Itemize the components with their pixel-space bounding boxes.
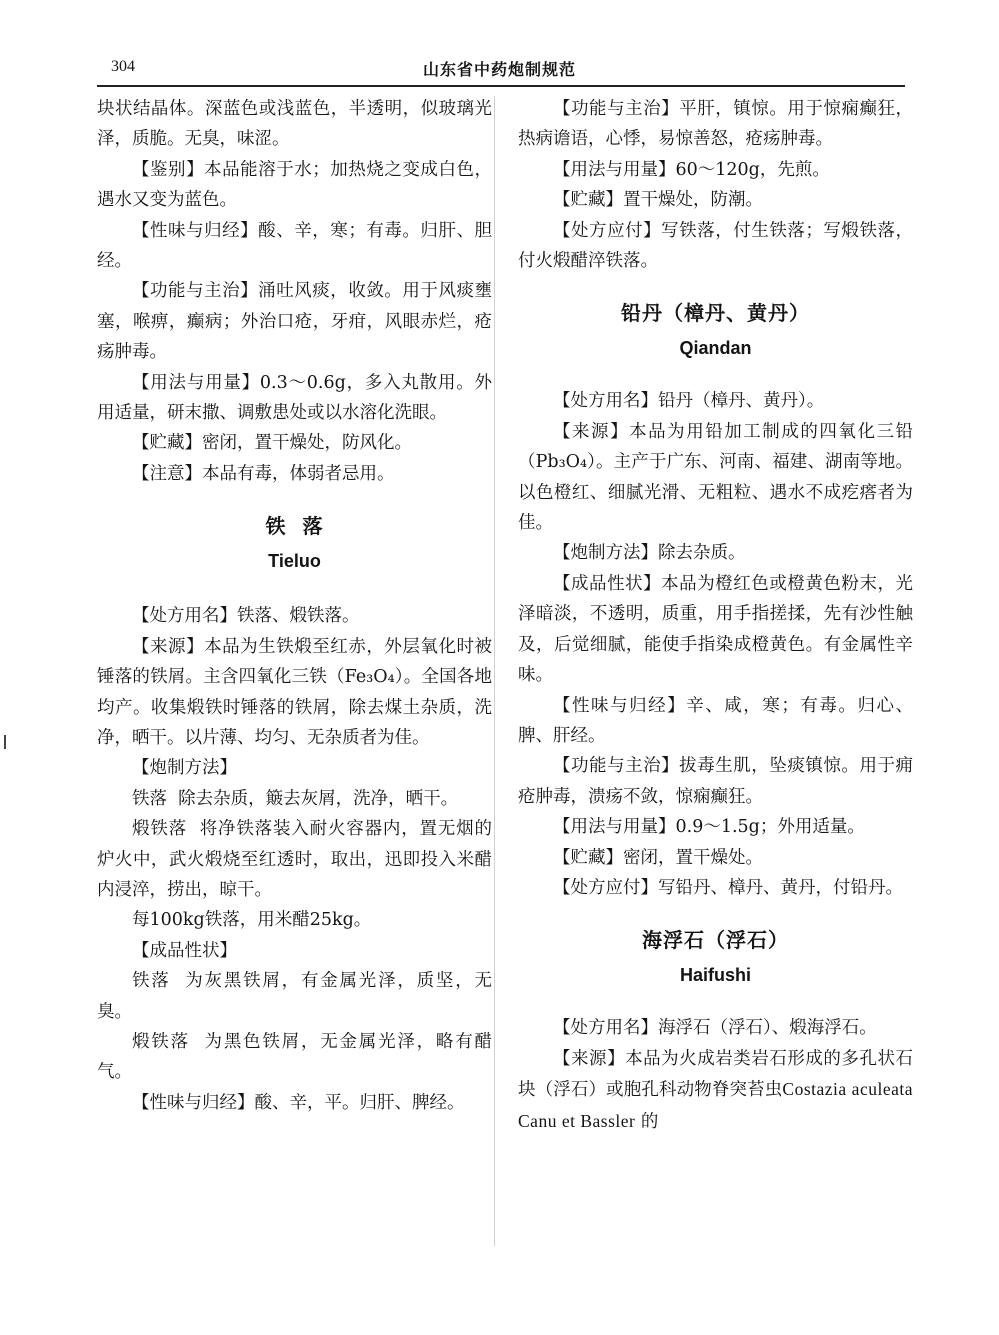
paragraph: 煅铁落 将净铁落装入耐火容器内，置无烟的炉火中，武火煅烧至红透时，取出，迅即投入米醋内浸淬，捞出，晾干。 — [97, 819, 492, 900]
paragraph: 块状结晶体。深蓝色或浅蓝色，半透明，似玻璃光泽，质脆。无臭，味涩。 — [97, 99, 492, 150]
spacer — [518, 276, 913, 290]
paragraph: 【贮藏】密闭，置干燥处。 — [553, 847, 763, 868]
source-text: 【来源】本品为火成岩类岩石形成的多孔状石块（浮石）或胞孔科动物脊突苔虫 — [518, 1048, 913, 1101]
paragraph: 【功能与主治】拔毒生肌，坠痰镇惊。用于痈疮肿毒，溃疡不敛，惊痫癫狂。 — [518, 756, 913, 807]
paragraph: 【功能与主治】涌吐风痰，收敛。用于风痰壅塞，喉痹，癫病；外治口疮，牙疳，风眼赤烂，疮疡肿毒。 — [97, 281, 492, 363]
paragraph: 【炮制方法】除去杂质。 — [553, 543, 746, 564]
paragraph: 铁落 除去杂质，簸去灰屑，洗净，晒干。 — [132, 788, 459, 809]
paragraph: 【处方应付】写铁落，付生铁落；写煅铁落，付火煅醋淬铁落。 — [518, 220, 913, 272]
entry-title-tieluo: 铁 落 — [265, 514, 324, 539]
paragraph: 每100kg铁落，用米醋25kg。 — [132, 910, 372, 931]
left-column — [97, 94, 492, 1304]
spacer — [518, 903, 913, 917]
paragraph: 【用法与用量】0.9～1.5g；外用适量。 — [553, 817, 865, 838]
entry-title-qiandan: 铅丹（樟丹、黄丹） — [621, 301, 810, 326]
paragraph: 【处方应付】写铅丹、樟丹、黄丹，付铅丹。 — [553, 877, 903, 898]
paragraph: 【用法与用量】60～120g，先煎。 — [553, 159, 830, 180]
paragraph: 【处方用名】海浮石（浮石）、煅海浮石。 — [553, 1018, 877, 1039]
page-header — [0, 0, 999, 90]
paragraph: 【贮藏】置干燥处，防潮。 — [553, 190, 763, 211]
paragraph: 【贮藏】密闭，置干燥处，防风化。 — [132, 433, 412, 454]
paragraph: 【性味与归经】酸、辛，寒；有毒。归肝、胆经。 — [97, 220, 492, 272]
paragraph: 【处方用名】铁落、煅铁落。 — [132, 606, 360, 627]
running-title: 山东省中药炮制规范 — [422, 60, 576, 79]
paragraph: 【成品性状】本品为橙红色或橙黄色粉末，光泽暗淡，不透明，质重，用手指搓揉，先有沙性触及，后觉细腻，能使手指染成橙黄色。有金属性辛味。 — [518, 573, 913, 686]
paragraph: 【处方用名】铅丹（樟丹、黄丹）。 — [553, 391, 825, 412]
paragraph: 【鉴别】本品能溶于水；加热烧之变成白色，遇水又变为蓝色。 — [97, 159, 492, 211]
scan-mark — [4, 735, 6, 749]
column-divider — [494, 96, 495, 1246]
entry-pinyin-qiandan: Qiandan — [679, 338, 752, 359]
entry-title-haifushi: 海浮石（浮石） — [642, 928, 789, 953]
paragraph: 【来源】本品为生铁煅至红赤，外层氧化时被锤落的铁屑。主含四氧化三铁（Fe₃O₄）。全国各地均产。收集煅铁时锤落的铁屑，除去煤土杂质，洗净，晒干。以片薄、均匀、无杂质者为佳。 — [97, 636, 492, 748]
paragraph: 【成品性状】 — [132, 940, 237, 961]
paragraph: 【炮制方法】 — [132, 758, 237, 779]
source-text-end: 的 — [640, 1111, 659, 1132]
paragraph: 【来源】本品为用铅加工制成的四氧化三铅（Pb₃O₄）。主产于广东、河南、福建、湖南等地。以色橙红、细腻光滑、无粗粒、遇水不成疙瘩者为佳。 — [518, 421, 913, 534]
paragraph: 煅铁落 为黑色铁屑，无金属光泽，略有醋气。 — [97, 1031, 492, 1083]
paragraph — [518, 1044, 913, 1137]
paragraph: 【性味与归经】酸、辛，平。归肝、脾经。 — [132, 1092, 465, 1113]
header-rule — [97, 85, 905, 87]
paragraph: 【用法与用量】0.3～0.6g，多入丸散用。外用适量，研末撒、调敷患处或以水溶化洗眼。 — [97, 372, 492, 424]
paragraph: 【功能与主治】平肝，镇惊。用于惊痫癫狂，热病谵语，心悸，易惊善怒，疮疡肿毒。 — [518, 99, 913, 150]
entry-pinyin-tieluo: Tieluo — [268, 551, 321, 572]
entry-pinyin-haifushi: Haifushi — [679, 965, 751, 986]
paragraph: 【性味与归经】辛、咸，寒；有毒。归心、脾、肝经。 — [518, 695, 913, 746]
spacer — [97, 489, 492, 503]
right-column — [518, 94, 913, 1304]
page-number: 304 — [111, 58, 135, 75]
latin-species-name: Costazia aculeata Canu et Bassler — [518, 1079, 913, 1131]
paragraph: 【注意】本品有毒，体弱者忌用。 — [132, 463, 395, 484]
paragraph: 铁落 为灰黑铁屑，有金属光泽，质坚，无臭。 — [97, 971, 492, 1022]
